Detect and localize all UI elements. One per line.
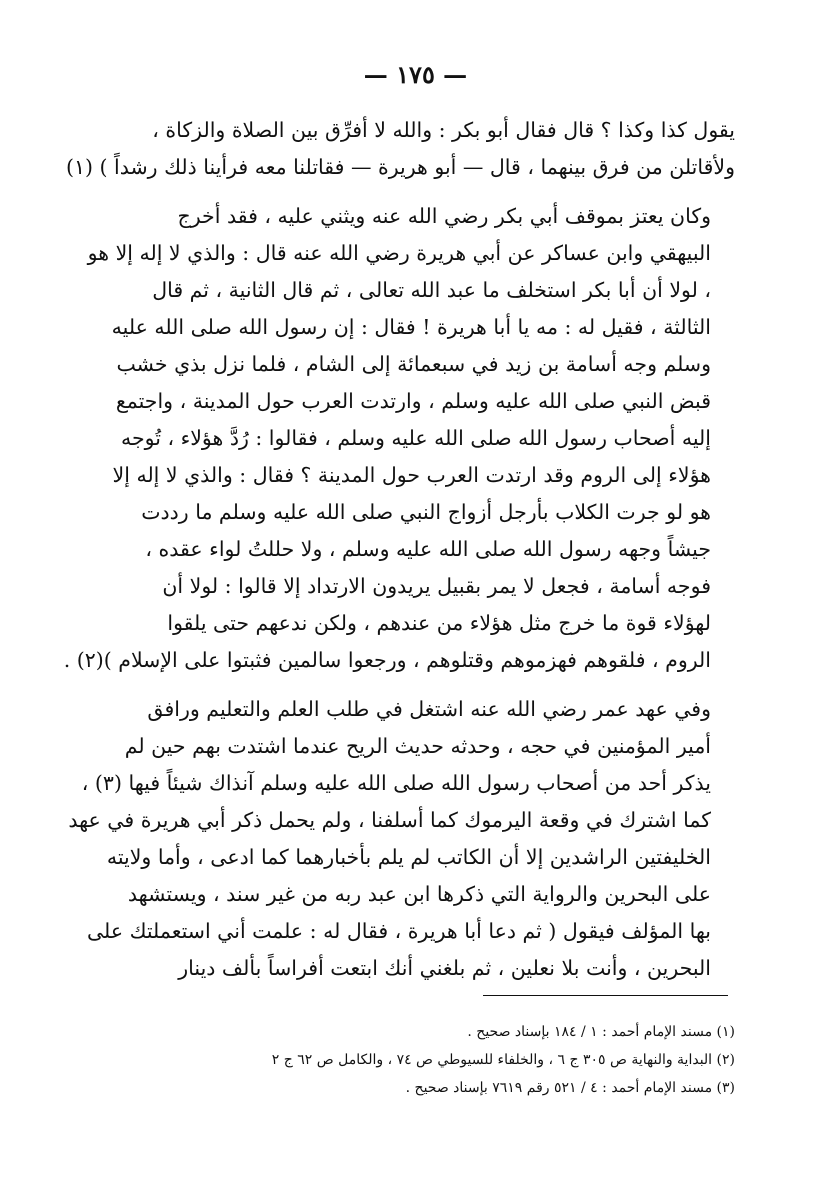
text-line: أمير المؤمنين في حجه ، وحدثه حديث الريح عندما اشتدت بهم حين لم [124,734,711,758]
footnotes [96,1018,735,1102]
text-line: وكان يعتز بموقف أبي بكر رضي الله عنه ويثني عليه ، فقد أخرج [177,204,711,228]
text-line: الثالثة ، فقيل له : مه يا أبا هريرة ! فقال : إن رسول الله صلى الله عليه [111,315,711,339]
text-line: جيشاً وجهه رسول الله صلى الله عليه وسلم ، ولا حللتُ لواء عقده ، [145,537,711,561]
footnote: (٣) مسند الإمام أحمد : ٤ / ٥٢١ رقم ٧٦١٩ بإسناد صحيح . [405,1080,735,1096]
text-line: قبض النبي صلى الله عليه وسلم ، وارتدت العرب حول المدينة ، واجتمع [115,389,711,413]
paragraph-2 [63,198,735,679]
text-line: هو لو جرت الكلاب بأرجل أزواج النبي صلى الله عليه وسلم ما رددت [141,500,711,524]
text-line: وسلم وجه أسامة بن زيد في سبعمائة إلى الشام ، فلما نزل بذي خشب [116,352,711,376]
text-line: إليه أصحاب رسول الله صلى الله عليه وسلم ، فقالوا : رُدَّ هؤلاء ، تُوجه [120,426,711,450]
paragraph-3 [68,691,735,987]
text-line: على البحرين والرواية التي ذكرها ابن عبد ربه من غير سند ، ويستشهد [127,882,711,906]
text-line: هؤلاء إلى الروم وقد ارتدت العرب حول المدينة ؟ فقال : والذي لا إله إلا [112,463,711,487]
text-line: ، لولا أن أبا بكر استخلف ما عبد الله تعالى ، ثم قال الثانية ، ثم قال [152,278,711,302]
text-line: البحرين ، وأنت بلا نعلين ، ثم بلغني أنك ابتعت أفراساً بألف دينار [178,956,711,980]
paragraph-1 [66,112,735,186]
body-text [63,112,735,987]
text-line: يقول كذا وكذا ؟ قال فقال أبو بكر : والله لا أفرِّق بين الصلاة والزكاة ، [152,118,735,142]
text-line: لهؤلاء قوة ما خرج مثل هؤلاء من عندهم ، ولكن ندعهم حتى يلقوا [167,611,711,635]
text-line: الخليفتين الراشدين إلا أن الكاتب لم يلم بأخبارهما كما ادعى ، وأما ولايته [106,845,711,869]
text-line: البيهقي وابن عساكر عن أبي هريرة رضي الله عنه قال : والذي لا إله إلا هو [87,241,711,265]
text-line: كما اشترك في وقعة اليرموك كما أسلفنا ، ولم يحمل ذكر أبي هريرة في عهد [68,808,711,832]
page-number: — ١٧٥ — [363,60,468,89]
text-line: الروم ، فلقوهم فهزموهم وقتلوهم ، ورجعوا سالمين فثبتوا على الإسلام )(٢) . [63,648,711,672]
footnote: (١) مسند الإمام أحمد : ١ / ١٨٤ بإسناد صحيح . [467,1024,735,1040]
footnote-separator [483,995,728,996]
footnote: (٢) البداية والنهاية ص ٣٠٥ ج ٦ ، والخلفاء للسيوطي ص ٧٤ ، والكامل ص ٦٢ ج ٢ [271,1052,735,1068]
text-line: ولأقاتلن من فرق بينهما ، قال — أبو هريرة — فقاتلنا معه فرأينا ذلك رشداً ) (١) [66,155,735,179]
text-line: وفي عهد عمر رضي الله عنه اشتغل في طلب العلم والتعليم ورافق [147,697,711,721]
text-line: يذكر أحد من أصحاب رسول الله صلى الله عليه وسلم آنذاك شيئاً فيها (٣) ، [81,771,711,795]
text-line: فوجه أسامة ، فجعل لا يمر بقبيل يريدون الارتداد إلا قالوا : لولا أن [162,574,711,598]
text-line: بها المؤلف فيقول ( ثم دعا أبا هريرة ، فقال له : علمت أني استعملتك على [86,919,711,943]
